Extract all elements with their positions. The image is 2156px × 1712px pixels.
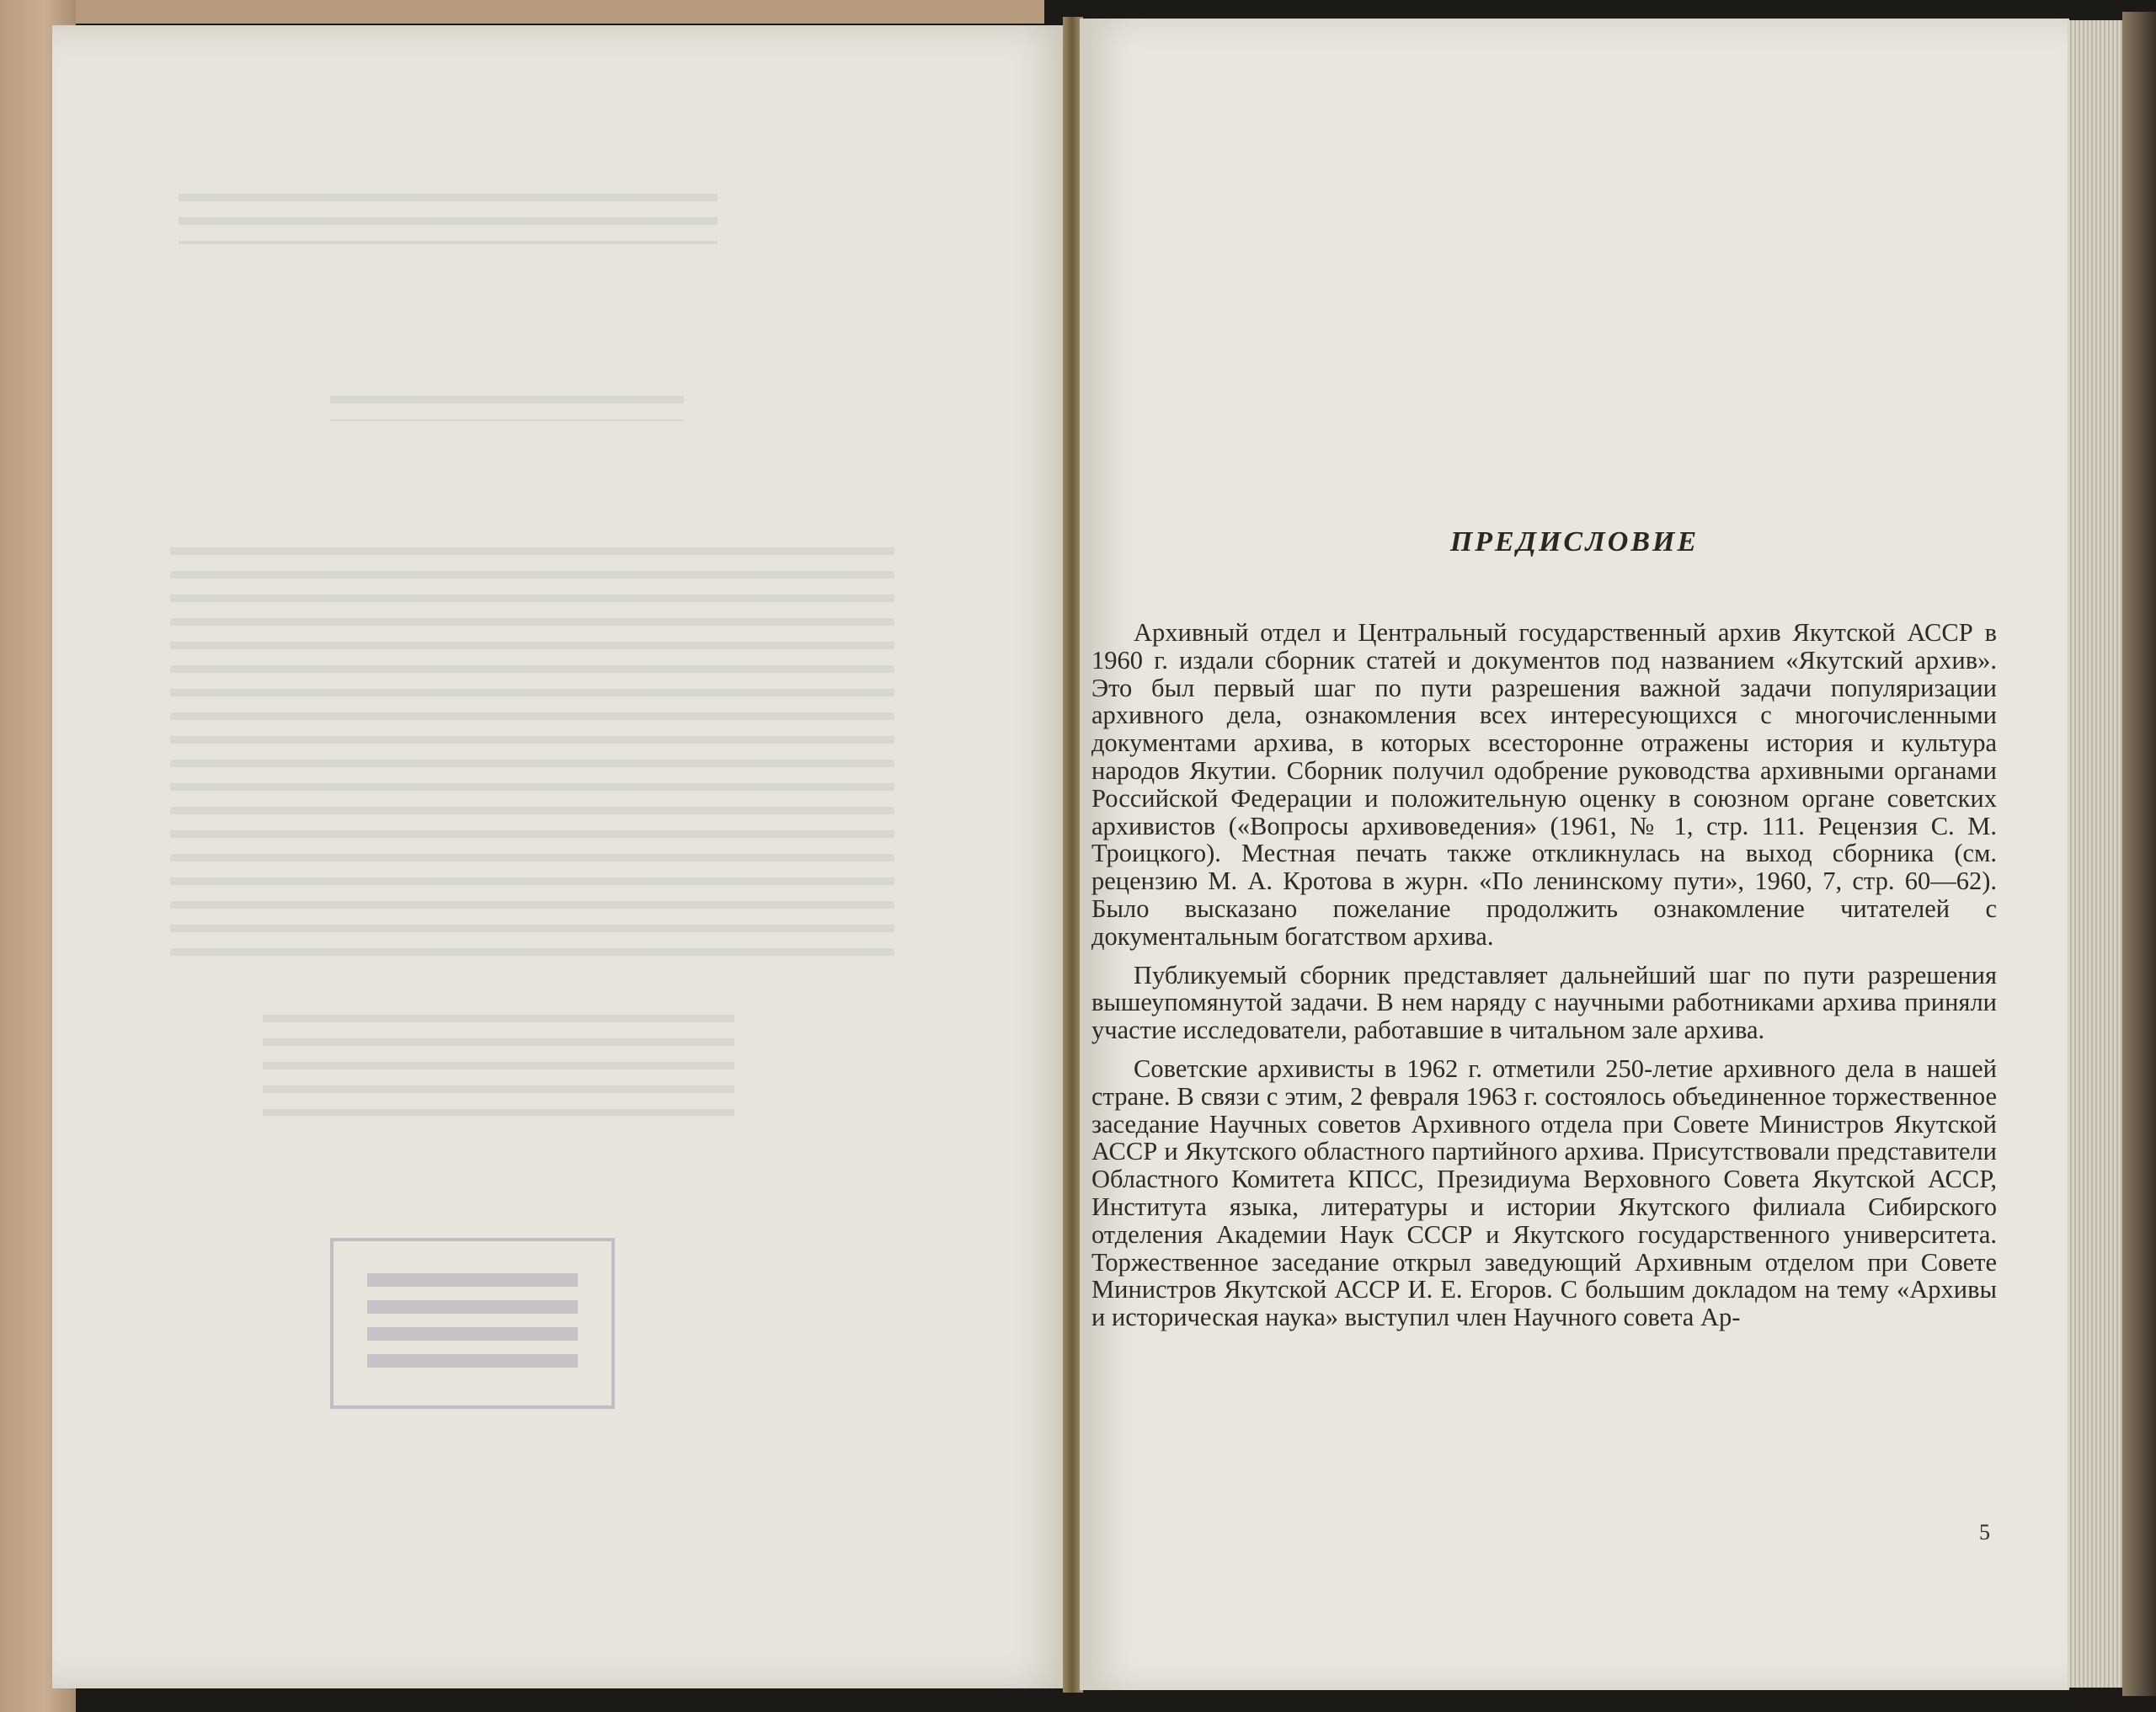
- library-stamp-lettering: [367, 1273, 578, 1374]
- book-back-cover-edge: [2122, 12, 2156, 1696]
- show-through-text-title: [330, 396, 684, 421]
- library-stamp: [330, 1238, 615, 1409]
- page-number: 5: [1979, 1520, 1990, 1544]
- show-through-text-block: [170, 547, 894, 960]
- paragraph: Публикуемый сборник представляет дальнейший шаг по пути разрешения вышеупомянутой задачи. В нем наряду с научными работниками архива приняли участие исследователи, работавшие в читальном зале архива.: [1091, 960, 1997, 1045]
- page-heading: ПРЕДИСЛОВИЕ: [1449, 526, 1700, 557]
- left-page: [52, 25, 1071, 1688]
- page-edges: [2068, 20, 2127, 1688]
- book-cover-top: [0, 0, 1044, 24]
- show-through-text-signature: [263, 1015, 734, 1116]
- preface-body: [1091, 619, 1997, 1342]
- paragraph: Советские архивисты в 1962 г. отметили 250-летие архивного дела в нашей стране. В связи с этим, 2 февраля 1963 г. состоялось объединенное торжественное заседание Научных советов Архивного отдела при Совете Министров Якутской АССР и Якутского областного партийного архива. Присутствовали представители Областного Комитета КПСС, Президиума Верховного Совета Якутской АССР, Института языка, литературы и истории Якутского филиала Сибирского отделения Академии Наук СССР и Якутского государственного университета. Торжественное заседание открыл заведующий Архивным отделом при Совете Министров Якутской АССР И. Е. Егоров. С большим докладом на тему «Архивы и историческая наука» выступил член Научного совета Ар-: [1091, 1053, 1997, 1332]
- show-through-text-top: [179, 194, 718, 244]
- paragraph: Архивный отдел и Центральный государственный архив Якутской АССР в 1960 г. издали сборник статей и документов под названием «Якутский архив». Это был первый шаг по пути разрешения важной задачи популяризации архивного дела, ознакомления всех интересующихся с многочисленными документами архива, в которых всесторонне отражены история и культура народов Якутии. Сборник получил одобрение руководства архивными органами Российской Федерации и положительную оценку в союзном органе советских архивистов («Вопросы архивоведения» (1961, № 1, стр. 111. Рецензия С. М. Троицкого). Местная печать также откликнулась на выход сборника (см. рецензию М. А. Кротова в журн. «По ленинскому пути», 1960, 7, стр. 60—62). Было высказано пожелание продолжить ознакомление читателей с документальным богатством архива.: [1091, 618, 1997, 951]
